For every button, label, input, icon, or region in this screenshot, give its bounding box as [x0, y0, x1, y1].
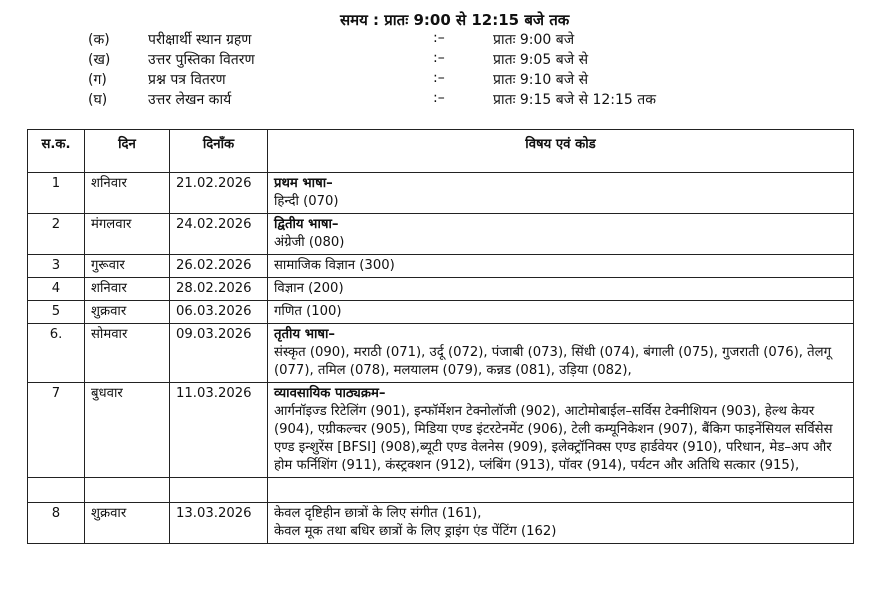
timing-schedule: [88, 30, 788, 110]
subject-line: संस्कृत (090), मराठी (071), उर्दू (072), पंजाबी (073), सिंधी (074), बंगाली (075), गुजराती (076), तेलगू (077), तमिल (078), मलयालम (079), कन्नड (081), उड़िया (082),: [274, 345, 831, 378]
table-row: [28, 278, 854, 301]
cell-serial: 6.: [28, 324, 85, 383]
cell-serial: 5: [28, 301, 85, 324]
timing-row: [88, 90, 788, 110]
header-subject: विषय एवं कोड: [268, 130, 854, 173]
table-row: [28, 301, 854, 324]
subject-heading: तृतीय भाषा–: [274, 327, 336, 342]
subject-line: केवल मूक तथा बधिर छात्रों के लिए ड्राइंग एंड पेंटिंग (162): [274, 524, 557, 539]
table-row: [28, 255, 854, 278]
timing-activity: परीक्षार्थी स्थान ग्रहण: [148, 32, 252, 48]
timing-title: समय : प्रातः 9:00 से 12:15 बजे तक: [340, 11, 570, 29]
cell-date: 13.03.2026: [170, 503, 268, 544]
table-row: [28, 383, 854, 478]
spacer-cell: [268, 478, 854, 503]
timing-label: (ग): [88, 72, 107, 88]
cell-serial: 8: [28, 503, 85, 544]
timing-activity: उत्तर पुस्तिका वितरण: [148, 52, 255, 68]
cell-subject: [268, 301, 854, 324]
timing-time: प्रातः 9:10 बजे से: [493, 72, 589, 88]
cell-subject: [268, 503, 854, 544]
cell-day: बुधवार: [85, 383, 170, 478]
timing-label: (क): [88, 32, 110, 48]
timing-row: [88, 50, 788, 70]
header-sn: स.क.: [28, 130, 85, 173]
timing-separator: :–: [433, 70, 445, 86]
header-date: दिनाँक: [170, 130, 268, 173]
timing-row: [88, 30, 788, 50]
table-row: [28, 214, 854, 255]
cell-date: 24.02.2026: [170, 214, 268, 255]
cell-date: 26.02.2026: [170, 255, 268, 278]
cell-subject: [268, 214, 854, 255]
cell-day: शनिवार: [85, 278, 170, 301]
cell-day: शुक्रवार: [85, 301, 170, 324]
timing-time: प्रातः 9:00 बजे: [493, 32, 575, 48]
subject-line: अंग्रेजी (080): [274, 235, 345, 250]
timing-separator: :–: [433, 90, 445, 106]
cell-date: 09.03.2026: [170, 324, 268, 383]
subject-line: विज्ञान (200): [274, 281, 344, 296]
cell-day: गुरूवार: [85, 255, 170, 278]
cell-subject: [268, 173, 854, 214]
cell-subject: [268, 383, 854, 478]
table-header-row: [28, 130, 854, 173]
spacer-row: [28, 478, 854, 503]
spacer-cell: [170, 478, 268, 503]
subject-line: गणित (100): [274, 304, 342, 319]
cell-subject: [268, 255, 854, 278]
spacer-cell: [85, 478, 170, 503]
subject-heading: प्रथम भाषा–: [274, 176, 333, 191]
timing-time: प्रातः 9:05 बजे से: [493, 52, 589, 68]
cell-subject: [268, 278, 854, 301]
timing-activity: उत्तर लेखन कार्य: [148, 92, 232, 108]
cell-serial: 7: [28, 383, 85, 478]
cell-serial: 4: [28, 278, 85, 301]
timing-separator: :–: [433, 30, 445, 46]
cell-date: 21.02.2026: [170, 173, 268, 214]
timing-time: प्रातः 9:15 बजे से 12:15 तक: [493, 92, 657, 108]
cell-day: सोमवार: [85, 324, 170, 383]
table-row: [28, 324, 854, 383]
cell-serial: 3: [28, 255, 85, 278]
cell-date: 11.03.2026: [170, 383, 268, 478]
cell-day: शुक्रवार: [85, 503, 170, 544]
cell-serial: 2: [28, 214, 85, 255]
cell-date: 28.02.2026: [170, 278, 268, 301]
header-day: दिन: [85, 130, 170, 173]
cell-date: 06.03.2026: [170, 301, 268, 324]
spacer-cell: [28, 478, 85, 503]
cell-day: शनिवार: [85, 173, 170, 214]
timing-label: (घ): [88, 92, 108, 108]
timing-label: (ख): [88, 52, 111, 68]
cell-subject: [268, 324, 854, 383]
subject-heading: द्वितीय भाषा–: [274, 217, 339, 232]
subject-line: केवल दृष्टिहीन छात्रों के लिए संगीत (161),: [274, 506, 482, 521]
cell-day: मंगलवार: [85, 214, 170, 255]
subject-line: आर्गनॉइज्ड रिटेलिंग (901), इन्फॉर्मेशन टेक्नोलॉजी (902), आटोमोबाईल–सर्विस टेक्नीशियन (903), हेल्थ केयर (904), एग्रीकल्चर (905), मिडिया एण्ड इंटरटेनमेंट (906), टेली कम्यूनिकेशन (907), बैंकिग फाइनेंसियल सर्विसेस एण्ड इन्शुरेंस [BFSI] (908),ब्यूटी एण्ड वेलनेस (909), इलेक्ट्रॉनिक्स एण्ड हार्डवेयर (910), परिधान, मेड–अप और होम फर्निशिंग (911), कंस्ट्रक्शन (912), प्लंबिंग (913), पॉवर (914), पर्यटन और अतिथि सत्कार (915),: [274, 404, 833, 473]
subject-line: हिन्दी (070): [274, 194, 339, 209]
timing-activity: प्रश्न पत्र वितरण: [148, 72, 226, 88]
exam-table: [27, 129, 854, 544]
timing-row: [88, 70, 788, 90]
subject-heading: व्यावसायिक पाठ्यक्रम–: [274, 386, 386, 401]
subject-line: सामाजिक विज्ञान (300): [274, 258, 395, 273]
cell-serial: 1: [28, 173, 85, 214]
table-body: [28, 173, 854, 544]
table-row: [28, 173, 854, 214]
timing-separator: :–: [433, 50, 445, 66]
table-row: [28, 503, 854, 544]
